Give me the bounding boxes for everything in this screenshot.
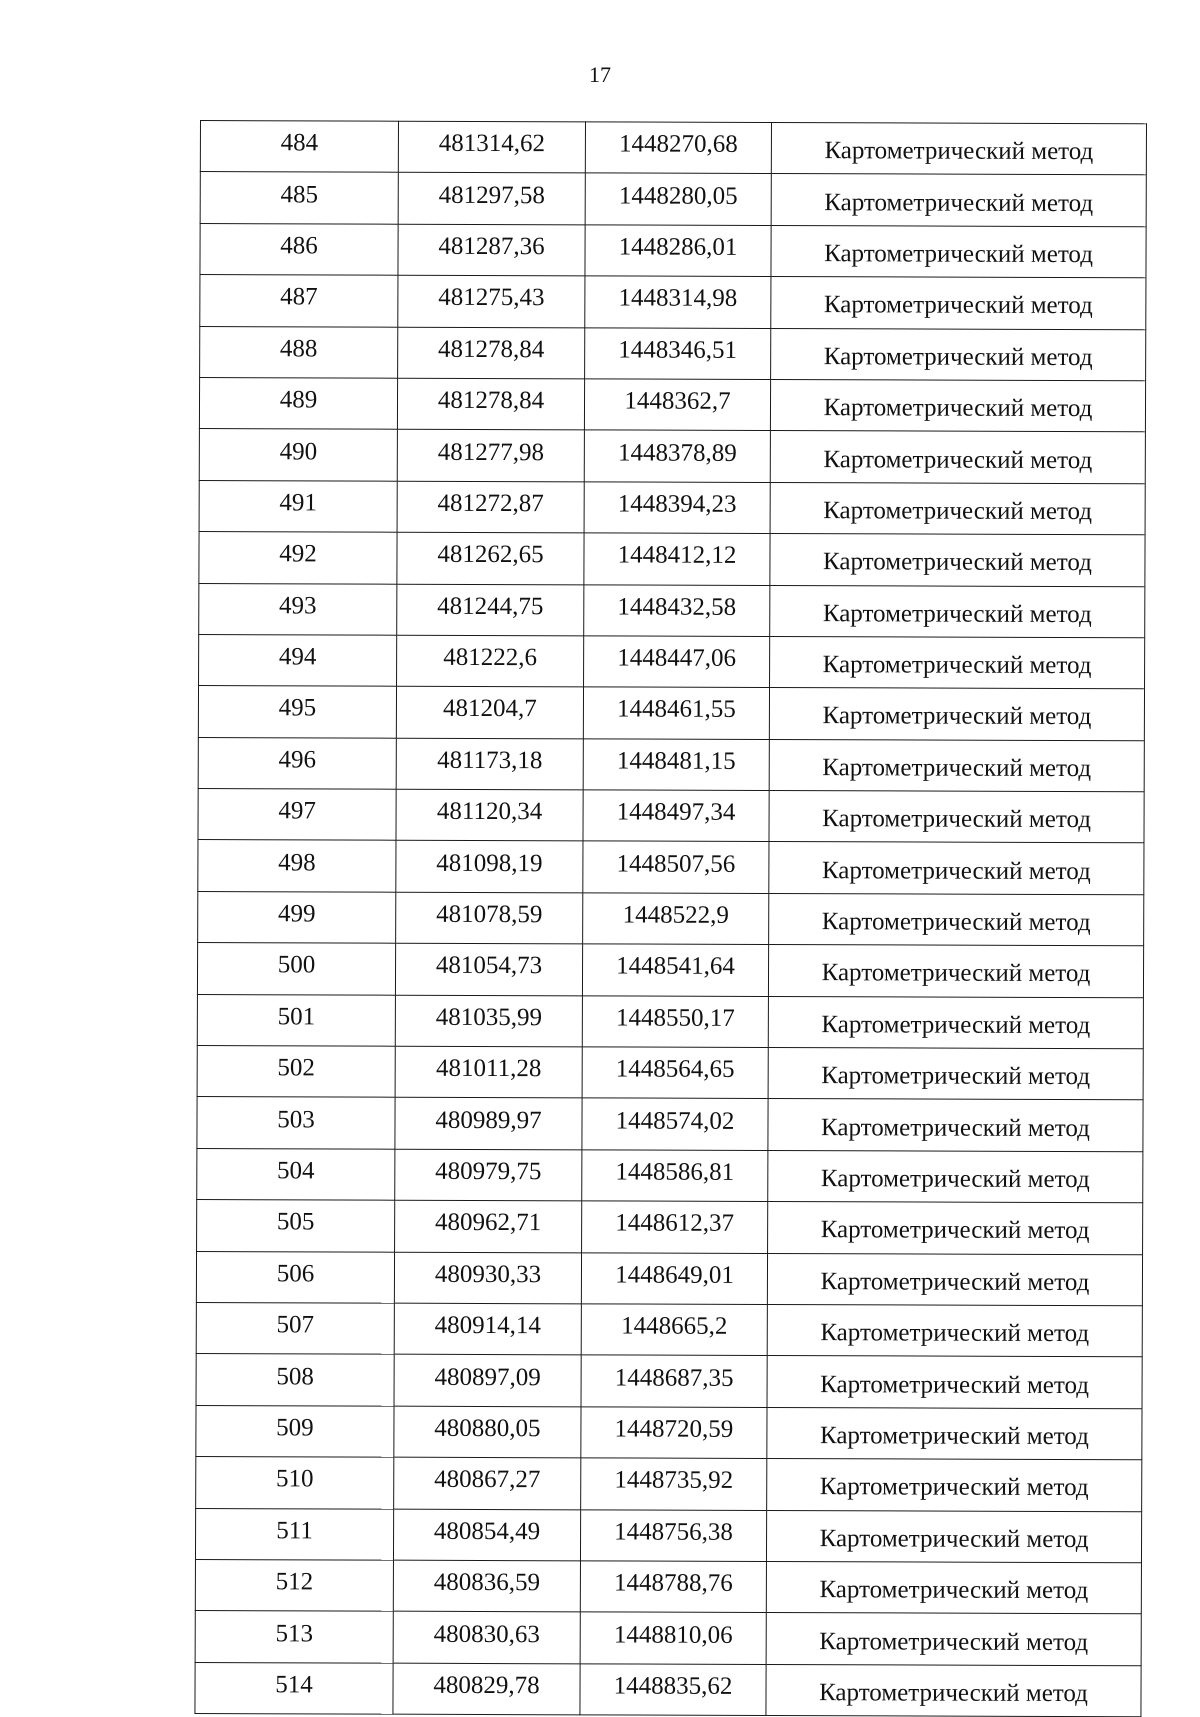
y-coordinate-cell: 1448835,62 xyxy=(580,1664,766,1716)
point-number-cell: 511 xyxy=(195,1508,393,1560)
x-coordinate-cell: 480829,78 xyxy=(393,1663,580,1715)
point-number-cell: 501 xyxy=(197,994,395,1046)
point-number-cell: 514 xyxy=(195,1662,393,1714)
table-row xyxy=(195,1508,1141,1563)
x-coordinate-cell: 480930,33 xyxy=(394,1252,581,1304)
method-cell: Картометрический метод xyxy=(770,585,1145,638)
y-coordinate-cell: 1448270,68 xyxy=(585,122,771,174)
point-number-cell: 487 xyxy=(200,275,398,327)
table-row xyxy=(199,634,1145,689)
point-number-cell: 492 xyxy=(199,532,397,584)
x-coordinate-cell: 481287,36 xyxy=(398,224,585,276)
y-coordinate-cell: 1448541,64 xyxy=(582,944,768,996)
x-coordinate-cell: 481173,18 xyxy=(396,738,583,790)
point-number-cell: 486 xyxy=(200,223,398,275)
table-row xyxy=(196,1405,1142,1460)
table-row xyxy=(195,1559,1141,1614)
y-coordinate-cell: 1448481,15 xyxy=(583,739,769,791)
x-coordinate-cell: 480989,97 xyxy=(395,1098,582,1150)
table-row xyxy=(200,326,1146,381)
method-cell: Картометрический метод xyxy=(768,1150,1143,1203)
y-coordinate-cell: 1448612,37 xyxy=(582,1201,768,1253)
y-coordinate-cell: 1448378,89 xyxy=(584,430,770,482)
table-row xyxy=(200,223,1146,278)
x-coordinate-cell: 480854,49 xyxy=(393,1509,580,1561)
x-coordinate-cell: 481278,84 xyxy=(398,327,585,379)
table-row xyxy=(197,1046,1143,1101)
method-cell: Картометрический метод xyxy=(767,1253,1142,1306)
y-coordinate-cell: 1448461,55 xyxy=(583,687,769,739)
method-cell: Картометрический метод xyxy=(770,431,1145,484)
point-number-cell: 507 xyxy=(196,1302,394,1354)
method-cell: Картометрический метод xyxy=(769,791,1144,844)
x-coordinate-cell: 481277,98 xyxy=(397,430,584,482)
x-coordinate-cell: 481035,99 xyxy=(395,995,582,1047)
table-row xyxy=(198,840,1144,895)
point-number-cell: 508 xyxy=(196,1354,394,1406)
point-number-cell: 512 xyxy=(195,1559,393,1611)
y-coordinate-cell: 1448665,2 xyxy=(581,1304,767,1356)
page-number: 17 xyxy=(589,62,611,87)
x-coordinate-cell: 481297,58 xyxy=(398,173,585,225)
table-row xyxy=(196,1302,1142,1357)
x-coordinate-cell: 480979,75 xyxy=(395,1149,582,1201)
x-coordinate-cell: 481314,62 xyxy=(398,121,585,173)
table-row xyxy=(200,275,1146,330)
y-coordinate-cell: 1448286,01 xyxy=(585,225,771,277)
y-coordinate-cell: 1448280,05 xyxy=(585,173,771,225)
method-cell: Картометрический метод xyxy=(766,1561,1141,1614)
point-number-cell: 495 xyxy=(198,686,396,738)
method-cell: Картометрический метод xyxy=(766,1664,1141,1717)
method-cell: Картометрический метод xyxy=(771,328,1146,381)
x-coordinate-cell: 481078,59 xyxy=(396,892,583,944)
point-number-cell: 504 xyxy=(197,1148,395,1200)
table-row xyxy=(198,686,1144,741)
method-cell: Картометрический метод xyxy=(767,1356,1142,1409)
method-cell: Картометрический метод xyxy=(770,534,1145,587)
point-number-cell: 494 xyxy=(199,634,397,686)
method-cell: Картометрический метод xyxy=(769,688,1144,741)
point-number-cell: 496 xyxy=(198,737,396,789)
table-row xyxy=(198,737,1144,792)
point-number-cell: 505 xyxy=(197,1200,395,1252)
point-number-cell: 503 xyxy=(197,1097,395,1149)
y-coordinate-cell: 1448550,17 xyxy=(582,995,768,1047)
table-row xyxy=(200,121,1146,176)
y-coordinate-cell: 1448756,38 xyxy=(580,1509,766,1561)
point-number-cell: 502 xyxy=(197,1046,395,1098)
y-coordinate-cell: 1448432,58 xyxy=(584,584,770,636)
y-coordinate-cell: 1448412,12 xyxy=(584,533,770,585)
y-coordinate-cell: 1448497,34 xyxy=(583,790,769,842)
method-cell: Картометрический метод xyxy=(771,122,1146,175)
point-number-cell: 509 xyxy=(196,1405,394,1457)
method-cell: Картометрический метод xyxy=(766,1613,1141,1666)
x-coordinate-cell: 480962,71 xyxy=(395,1200,582,1252)
x-coordinate-cell: 481120,34 xyxy=(396,789,583,841)
table-row xyxy=(199,583,1145,638)
table-row xyxy=(198,789,1144,844)
method-cell: Картометрический метод xyxy=(770,379,1145,432)
x-coordinate-cell: 481262,65 xyxy=(397,532,584,584)
method-cell: Картометрический метод xyxy=(768,1202,1143,1255)
table-row xyxy=(199,480,1145,535)
table-row xyxy=(195,1662,1141,1717)
y-coordinate-cell: 1448574,02 xyxy=(582,1098,768,1150)
table-row xyxy=(199,429,1145,484)
table-row xyxy=(200,172,1146,227)
y-coordinate-cell: 1448346,51 xyxy=(585,327,771,379)
method-cell: Картометрический метод xyxy=(768,996,1143,1049)
x-coordinate-cell: 480867,27 xyxy=(394,1457,581,1509)
table-row xyxy=(197,1097,1143,1152)
x-coordinate-cell: 481054,73 xyxy=(395,943,582,995)
x-coordinate-cell: 480897,09 xyxy=(394,1355,581,1407)
point-number-cell: 499 xyxy=(198,891,396,943)
y-coordinate-cell: 1448810,06 xyxy=(580,1612,766,1664)
method-cell: Картометрический метод xyxy=(770,482,1145,535)
table-row xyxy=(196,1354,1142,1409)
method-cell: Картометрический метод xyxy=(770,636,1145,689)
y-coordinate-cell: 1448586,81 xyxy=(582,1150,768,1202)
method-cell: Картометрический метод xyxy=(767,1304,1142,1357)
coordinates-table xyxy=(194,120,1147,1717)
table-row xyxy=(195,1611,1141,1666)
y-coordinate-cell: 1448564,65 xyxy=(582,1047,768,1099)
method-cell: Картометрический метод xyxy=(768,1099,1143,1152)
x-coordinate-cell: 480914,14 xyxy=(394,1303,581,1355)
x-coordinate-cell: 480836,59 xyxy=(393,1560,580,1612)
table-row xyxy=(199,377,1145,432)
point-number-cell: 485 xyxy=(200,172,398,224)
method-cell: Картометрический метод xyxy=(768,1048,1143,1101)
table-row xyxy=(197,1200,1143,1255)
point-number-cell: 493 xyxy=(199,583,397,635)
table-row xyxy=(198,891,1144,946)
table-row xyxy=(199,532,1145,587)
x-coordinate-cell: 481098,19 xyxy=(396,841,583,893)
table-row xyxy=(197,1148,1143,1203)
y-coordinate-cell: 1448735,92 xyxy=(581,1458,767,1510)
x-coordinate-cell: 481278,84 xyxy=(397,378,584,430)
point-number-cell: 506 xyxy=(196,1251,394,1303)
point-number-cell: 497 xyxy=(198,789,396,841)
y-coordinate-cell: 1448507,56 xyxy=(583,841,769,893)
method-cell: Картометрический метод xyxy=(771,225,1146,278)
x-coordinate-cell: 480880,05 xyxy=(394,1406,581,1458)
point-number-cell: 489 xyxy=(199,377,397,429)
table-row xyxy=(196,1457,1142,1512)
method-cell: Картометрический метод xyxy=(768,945,1143,998)
method-cell: Картометрический метод xyxy=(767,1459,1142,1512)
y-coordinate-cell: 1448687,35 xyxy=(581,1355,767,1407)
method-cell: Картометрический метод xyxy=(769,893,1144,946)
x-coordinate-cell: 480830,63 xyxy=(393,1612,580,1664)
y-coordinate-cell: 1448314,98 xyxy=(585,276,771,328)
point-number-cell: 484 xyxy=(200,121,398,173)
method-cell: Картометрический метод xyxy=(771,277,1146,330)
point-number-cell: 491 xyxy=(199,480,397,532)
method-cell: Картометрический метод xyxy=(766,1510,1141,1563)
y-coordinate-cell: 1448720,59 xyxy=(581,1407,767,1459)
point-number-cell: 488 xyxy=(200,326,398,378)
x-coordinate-cell: 481275,43 xyxy=(398,275,585,327)
point-number-cell: 498 xyxy=(198,840,396,892)
point-number-cell: 490 xyxy=(199,429,397,481)
y-coordinate-cell: 1448522,9 xyxy=(583,893,769,945)
method-cell: Картометрический метод xyxy=(767,1407,1142,1460)
x-coordinate-cell: 481244,75 xyxy=(397,584,584,636)
method-cell: Картометрический метод xyxy=(769,842,1144,895)
y-coordinate-cell: 1448362,7 xyxy=(584,379,770,431)
y-coordinate-cell: 1448447,06 xyxy=(584,636,770,688)
method-cell: Картометрический метод xyxy=(769,739,1144,792)
y-coordinate-cell: 1448788,76 xyxy=(580,1561,766,1613)
table-row xyxy=(197,943,1143,998)
point-number-cell: 500 xyxy=(197,943,395,995)
x-coordinate-cell: 481204,7 xyxy=(396,686,583,738)
x-coordinate-cell: 481222,6 xyxy=(397,635,584,687)
y-coordinate-cell: 1448394,23 xyxy=(584,482,770,534)
table-row xyxy=(196,1251,1142,1306)
coordinates-table-body xyxy=(195,121,1147,1717)
y-coordinate-cell: 1448649,01 xyxy=(581,1252,767,1304)
x-coordinate-cell: 481011,28 xyxy=(395,1046,582,1098)
x-coordinate-cell: 481272,87 xyxy=(397,481,584,533)
point-number-cell: 510 xyxy=(196,1457,394,1509)
table-row xyxy=(197,994,1143,1049)
point-number-cell: 513 xyxy=(195,1611,393,1663)
method-cell: Картометрический метод xyxy=(771,174,1146,227)
